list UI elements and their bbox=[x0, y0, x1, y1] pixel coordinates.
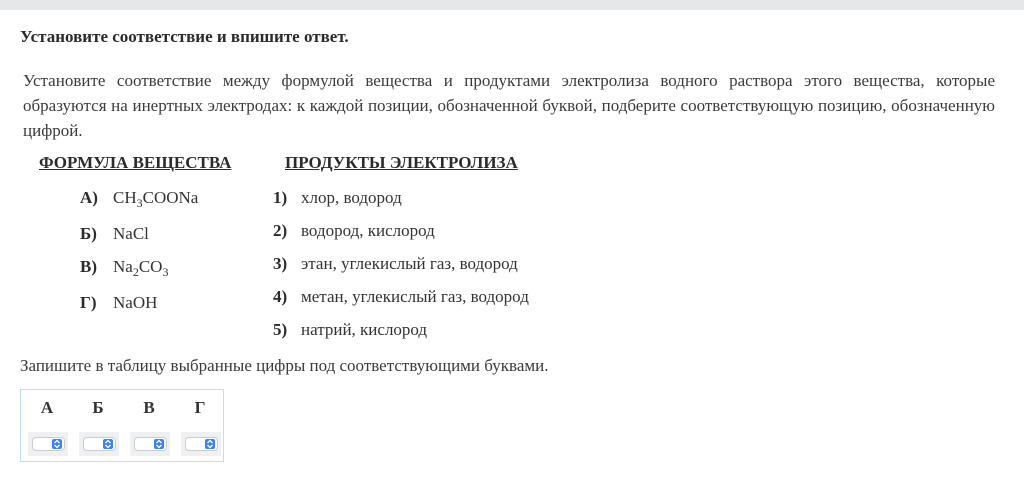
formula-part: NaOH bbox=[113, 293, 158, 312]
answer-select-a[interactable] bbox=[32, 437, 65, 451]
formula-row-b bbox=[80, 224, 149, 244]
product-text: натрий, кислород bbox=[301, 320, 428, 339]
select-chevron-icon bbox=[103, 439, 113, 449]
product-text: хлор, водород bbox=[301, 188, 402, 207]
formula-row-g bbox=[80, 293, 157, 313]
formula-part: NaCl bbox=[113, 224, 149, 243]
formula-letter: Г) bbox=[80, 293, 97, 312]
instruction-text: Запишите в таблицу выбранные цифры под соответствующими буквами. bbox=[20, 356, 549, 375]
answer-cell bbox=[130, 432, 170, 456]
answer-letter: В bbox=[143, 398, 155, 417]
product-text: этан, углекислый газ, водород bbox=[301, 254, 518, 273]
formula-row-a bbox=[80, 188, 198, 208]
product-row-5 bbox=[273, 320, 427, 340]
answer-letter: Г bbox=[194, 398, 206, 417]
product-number: 4) bbox=[273, 287, 288, 306]
formula-part: COONa bbox=[142, 188, 199, 207]
answer-cell bbox=[28, 432, 68, 456]
products-column-header: ПРОДУКТЫ ЭЛЕКТРОЛИЗА bbox=[285, 153, 518, 172]
answer-cell bbox=[181, 432, 221, 456]
product-row-4 bbox=[273, 287, 529, 307]
formula-part: CO bbox=[138, 257, 163, 276]
product-number: 2) bbox=[273, 221, 288, 240]
formula-subscript: 2 bbox=[132, 265, 139, 279]
answer-column-v bbox=[125, 390, 173, 463]
answer-cell bbox=[79, 432, 119, 456]
product-number: 3) bbox=[273, 254, 288, 273]
formula-subscript: 3 bbox=[136, 196, 143, 210]
formula-column-header: ФОРМУЛА ВЕЩЕСТВА bbox=[39, 153, 232, 172]
product-number: 5) bbox=[273, 320, 288, 339]
answer-column-g bbox=[176, 390, 224, 463]
answer-table bbox=[20, 389, 224, 462]
answer-column-b bbox=[74, 390, 122, 463]
product-text: водород, кислород bbox=[301, 221, 435, 240]
select-chevron-icon bbox=[52, 439, 62, 449]
formula-letter: А) bbox=[80, 188, 98, 207]
formula-letter: В) bbox=[80, 257, 97, 276]
select-chevron-icon bbox=[154, 439, 164, 449]
answer-select-b[interactable] bbox=[83, 437, 116, 451]
answer-column-a bbox=[23, 390, 71, 463]
product-number: 1) bbox=[273, 188, 288, 207]
task-heading: Установите соответствие и впишите ответ. bbox=[20, 27, 349, 46]
formula-letter: Б) bbox=[80, 224, 97, 243]
question-text: Установите соответствие между формулой вещества и продуктами электролиза водного раствора этого вещества, которые образуются на инертных электродах: к каждой позиции, обозначенной буквой, подберите соответствующую позицию, обозначенную цифрой. bbox=[23, 71, 995, 140]
formula-part: Na bbox=[113, 257, 133, 276]
product-text: метан, углекислый газ, водород bbox=[301, 287, 529, 306]
product-row-3 bbox=[273, 254, 518, 274]
formula-subscript: 3 bbox=[162, 265, 169, 279]
answer-letter: Б bbox=[92, 398, 104, 417]
product-row-1 bbox=[273, 188, 402, 208]
answer-select-v[interactable] bbox=[134, 437, 167, 451]
answer-select-g[interactable] bbox=[185, 437, 218, 451]
top-bar bbox=[0, 0, 1024, 10]
select-chevron-icon bbox=[205, 439, 215, 449]
formula-row-v bbox=[80, 257, 168, 277]
product-row-2 bbox=[273, 221, 435, 241]
answer-letter: А bbox=[40, 398, 54, 417]
formula-part: CH bbox=[113, 188, 137, 207]
